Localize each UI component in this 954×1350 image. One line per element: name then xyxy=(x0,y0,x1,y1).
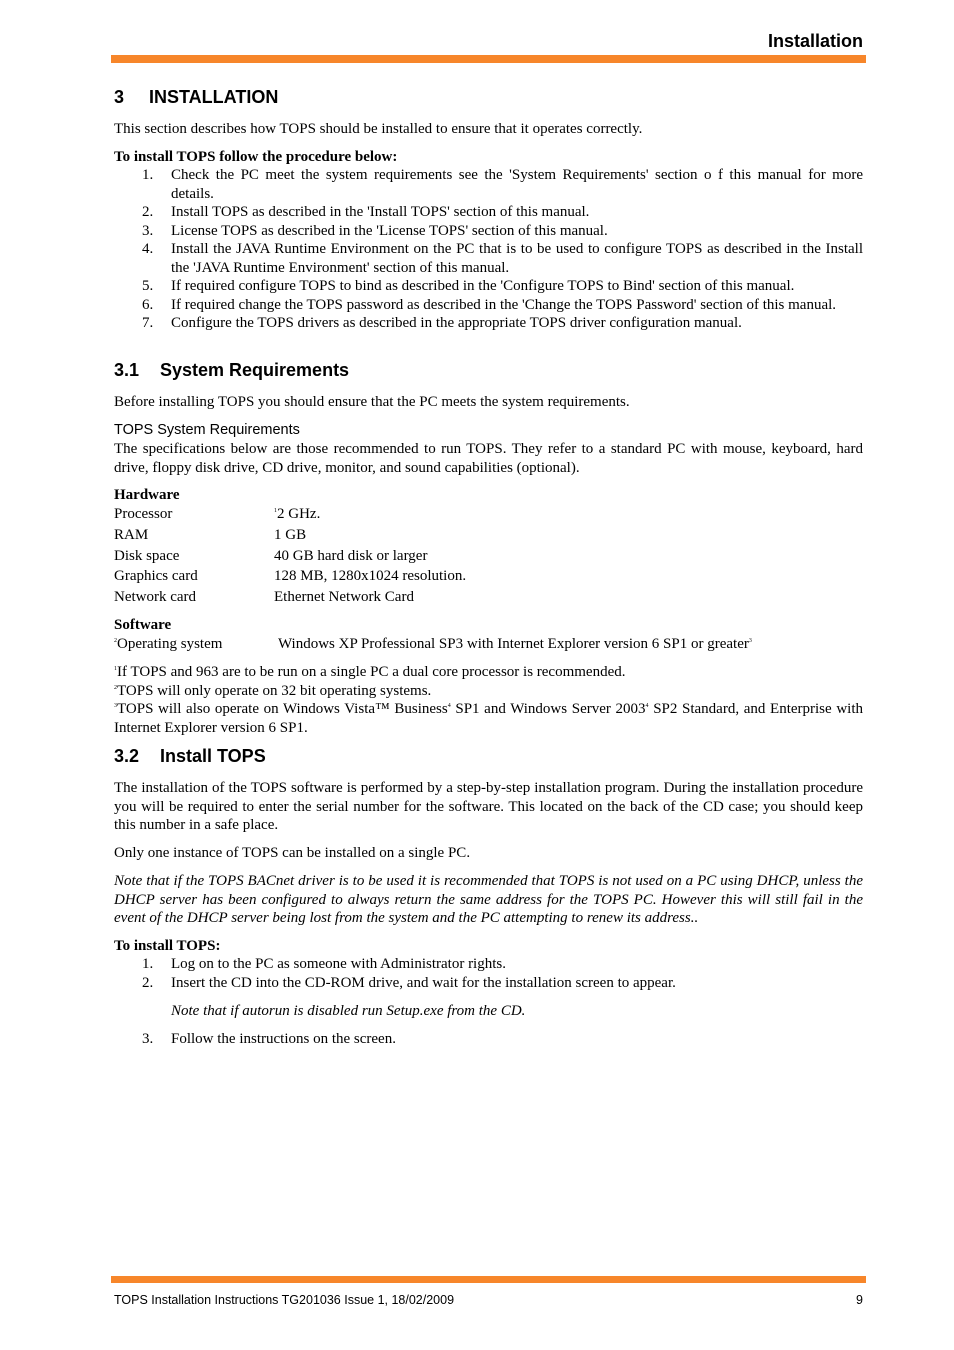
list-item: 7. Configure the TOPS drivers as described in the appropriate TOPS driver configuration manual. xyxy=(142,315,742,331)
list-item: 2. Insert the CD into the CD-ROM drive, and wait for the installation screen to appear. xyxy=(142,974,676,991)
hardware-table xyxy=(114,504,863,608)
footnote-1: $^1$If TOPS and 963 are to be run on a single PC a dual core processor is recommended. xyxy=(114,664,626,680)
footnote-3: $^3$TOPS will also operate on Windows Vista™ Business$^4$ SP1 and Windows Server 2003$^4$ SP2 Standard, and Enterprise with Internet Explorer version 6 SP1. xyxy=(114,701,863,736)
hardware-row: Network card Ethernet Network Card xyxy=(114,589,414,606)
footer xyxy=(114,1293,863,1307)
requirements-subheading: TOPS System Requirements xyxy=(114,422,300,438)
procedure-list xyxy=(114,166,863,333)
page-number: 9 xyxy=(856,1293,863,1307)
section-3-intro: This section describes how TOPS should be installed to ensure that it operates correctly. xyxy=(114,121,643,137)
footer-document-info: TOPS Installation Instructions TG201036 Issue 1, 18/02/2009 xyxy=(114,1293,455,1307)
list-item: 1. Check the PC meet the system requirements see the 'System Requirements' section o f this manual for more details. xyxy=(142,167,863,202)
section-3-2-heading: 3.2 Install TOPS xyxy=(114,746,266,766)
list-item: 3. License TOPS as described in the 'License TOPS' section of this manual. xyxy=(142,222,608,239)
software-heading: Software xyxy=(114,617,172,633)
list-item: 2. Install TOPS as described in the 'Install TOPS' section of this manual. xyxy=(142,204,590,220)
install-paragraph-2: Only one instance of TOPS can be installed on a single PC. xyxy=(114,845,471,861)
list-item: 4. Install the JAVA Runtime Environment on the PC that is to be used to configure TOPS as described in the Install the 'JAVA Runtime Environment' section of this manual. xyxy=(142,241,863,276)
section-3-1-intro: Before installing TOPS you should ensure that the PC meets the system requirements. xyxy=(114,394,630,410)
list-item: 3. Follow the instructions on the screen. xyxy=(142,1031,396,1047)
dhcp-note: Note that if the TOPS BACnet driver is to be used it is recommended that TOPS is not used on a PC using DHCP, unless the DHCP server has been configured to always return the same address for the TOPS PC. However this will still fail in the event of the DHCP server being lost from the system and the PC attempting to renew its address.. xyxy=(114,873,863,926)
header-bar xyxy=(111,55,866,63)
install-steps xyxy=(114,955,863,992)
footnote-2: $^2$TOPS will only operate on 32 bit operating systems. xyxy=(114,682,432,699)
footnotes xyxy=(114,663,863,737)
install-procedure-heading: To install TOPS: xyxy=(114,938,221,954)
header-title: Installation xyxy=(767,31,863,51)
requirements-spec-text: The specifications below are those recommended to run TOPS. They refer to a standard PC with mouse, keyboard, hard drive, floppy disk drive, CD drive, monitor, and sound capabilities (optional). xyxy=(114,441,863,476)
hardware-heading: Hardware xyxy=(114,487,180,503)
hardware-row: Graphics card 128 MB, 1280x1024 resolution. xyxy=(114,568,467,585)
section-3-1-heading: 3.1 System Requirements xyxy=(114,360,350,380)
hardware-row: Processor $^1$2 GHz. xyxy=(114,506,321,522)
list-item: 5. If required configure TOPS to bind as described in the 'Configure TOPS to Bind' section of this manual. xyxy=(142,278,795,294)
footer-bar xyxy=(111,1276,866,1283)
software-row: $^2$Operating system Windows XP Professional SP3 with Internet Explorer version 6 SP1 or greater$^3$ xyxy=(114,636,752,652)
list-item: 6. If required change the TOPS password as described in the 'Change the TOPS Password' section of this manual. xyxy=(142,296,837,313)
list-item: 1. Log on to the PC as someone with Administrator rights. xyxy=(142,956,506,972)
hardware-row: RAM 1 GB xyxy=(114,526,307,543)
section-3-heading: 3 INSTALLATION xyxy=(114,87,279,107)
install-paragraph-1: The installation of the TOPS software is performed by a step-by-step installation program. During the installation procedure you will be required to enter the serial number for the software. This located on the back of the CD case; you should keep this number in a safe place. xyxy=(114,780,863,833)
procedure-heading: To install TOPS follow the procedure below: xyxy=(114,149,398,165)
hardware-row: Disk space 40 GB hard disk or larger xyxy=(114,547,428,564)
install-steps-continued xyxy=(114,1030,863,1049)
autorun-note: Note that if autorun is disabled run Setup.exe from the CD. xyxy=(171,1003,526,1019)
